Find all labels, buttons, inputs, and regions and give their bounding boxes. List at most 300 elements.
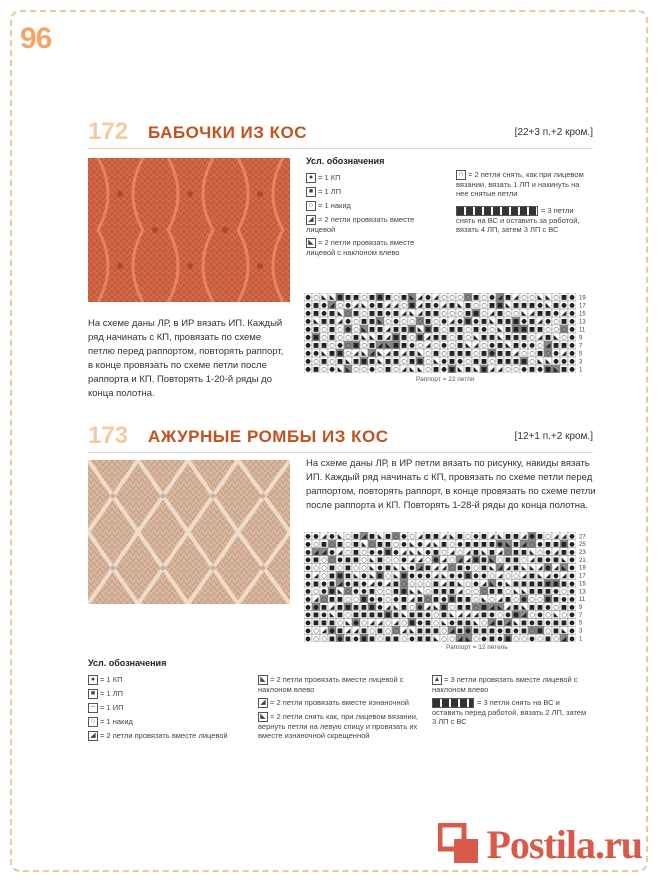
chart-symbol: ■	[320, 341, 328, 350]
chart-symbol: ■	[473, 556, 479, 564]
chart-symbol: ●	[569, 333, 575, 342]
chart-symbol: ■	[528, 317, 536, 326]
chart-symbol: ○	[409, 603, 415, 611]
chart-symbol: ■	[376, 333, 384, 342]
chart-symbol: ■	[328, 333, 336, 342]
chart-symbol: ○	[425, 595, 431, 603]
chart-symbol: ◣	[321, 349, 327, 358]
chart-symbol: ◢	[545, 341, 551, 350]
chart-symbol: ○	[505, 548, 511, 556]
chart-symbol: ■	[441, 588, 447, 596]
chart-symbol: ●	[569, 627, 575, 635]
chart-symbol: ■	[496, 317, 504, 326]
chart-symbol: ◣	[457, 580, 463, 588]
chart-symbol: ○	[321, 333, 327, 342]
ssk-icon: ◣	[258, 675, 268, 685]
chart-symbol: ■	[456, 341, 464, 350]
chart-symbol: ○	[393, 540, 399, 548]
chart-symbol: ○	[465, 325, 471, 334]
chart-symbol: ○	[321, 365, 327, 373]
chart-symbol: ◣	[497, 333, 503, 342]
chart-symbol: ◢	[345, 627, 351, 635]
chart-symbol: ◢	[457, 635, 463, 642]
chart-symbol: ○	[529, 627, 535, 635]
chart-symbol: ◢	[321, 548, 327, 556]
chart-symbol: ◣	[369, 564, 375, 572]
chart-symbol: ○	[449, 603, 455, 611]
chart-symbol: ◣	[497, 533, 503, 541]
chart-symbol: ■	[448, 325, 456, 334]
legend-edge: ● = 1 КП	[88, 675, 238, 685]
chart-symbol: ■	[408, 349, 416, 358]
chart-symbol: ◣	[481, 548, 487, 556]
chart-symbol: ◣	[505, 540, 511, 548]
chart-symbol: ○	[385, 627, 391, 635]
chart-symbol: ■	[456, 325, 464, 334]
slip-pass-icon: ∩	[456, 170, 466, 180]
chart-symbol: ■	[417, 627, 423, 635]
chart-symbol: ○	[465, 293, 471, 302]
legend-sk3tog: ▲ = 3 петли провязать вместе лицевой с наклоном влево	[432, 675, 578, 695]
chart-symbol: ◢	[553, 548, 559, 556]
chart-symbol: ○	[441, 627, 447, 635]
chart-symbol: ○	[529, 333, 535, 342]
chart-symbol: ◢	[369, 619, 375, 627]
chart-symbol: ○	[425, 556, 431, 564]
chart-symbol: ■	[385, 564, 391, 572]
chart-symbol: ■	[385, 635, 391, 642]
chart-symbol: ●	[409, 564, 415, 572]
chart-symbol: ●	[321, 588, 327, 596]
chart-symbol: ■	[561, 619, 567, 627]
chart-symbol: ■	[481, 533, 487, 541]
chart-symbol: ◢	[449, 548, 455, 556]
chart-symbol: ◢	[433, 564, 439, 572]
chart-symbol: ○	[377, 635, 383, 642]
chart-symbol: ■	[368, 325, 376, 334]
chart-symbol: ■	[512, 325, 520, 334]
chart-symbol: ○	[505, 572, 511, 580]
chart-symbol: ○	[345, 548, 351, 556]
chart-symbol: ◢	[337, 580, 343, 588]
chart-symbol: ●	[329, 627, 335, 635]
chart-symbol: ○	[345, 595, 351, 603]
chart-symbol: ●	[321, 301, 327, 310]
row-number: 19	[579, 295, 586, 302]
chart-symbol: ■	[465, 540, 471, 548]
row-number: 13	[579, 319, 586, 326]
chart-symbol: ●	[425, 293, 431, 302]
chart-symbol: ■	[433, 627, 439, 635]
chart-symbol: ◣	[393, 564, 399, 572]
chart-symbol: ◣	[465, 341, 471, 350]
chart-symbol: ■	[456, 349, 464, 358]
chart-symbol: ○	[345, 533, 351, 541]
chart-symbol: ■	[368, 309, 376, 318]
chart-symbol: ■	[528, 325, 536, 334]
chart-symbol: ●	[569, 635, 575, 642]
chart-symbol: ◢	[529, 556, 535, 564]
chart-symbol: ◣	[553, 611, 559, 619]
chart-symbol: ●	[441, 365, 447, 373]
chart-symbol: ○	[497, 611, 503, 619]
chart-symbol: ◣	[337, 365, 343, 373]
watermark	[438, 822, 642, 866]
pattern-172-legend-title: Усл. обозначения	[306, 156, 385, 166]
chart-symbol: ◢	[457, 556, 463, 564]
chart-symbol: ◢	[489, 309, 495, 318]
chart-symbol: ○	[329, 556, 335, 564]
chart-symbol: ■	[424, 325, 432, 334]
chart-symbol: ◢	[473, 611, 479, 619]
pattern-173-number: 173	[88, 422, 129, 449]
chart-symbol: ■	[449, 588, 455, 596]
chart-symbol: ◣	[361, 301, 367, 310]
chart-symbol: ○	[513, 365, 519, 373]
chart-symbol: ○	[345, 333, 351, 342]
chart-symbol: ◢	[385, 603, 391, 611]
chart-symbol: ●	[377, 580, 383, 588]
chart-symbol: ●	[305, 341, 311, 350]
chart-symbol: ○	[553, 293, 559, 302]
chart-symbol: ◢	[497, 572, 503, 580]
chart-symbol: ●	[305, 595, 311, 603]
page-number: 96	[20, 22, 52, 55]
row-number: 1	[579, 636, 583, 642]
chart-symbol: ■	[521, 619, 527, 627]
chart-symbol: ■	[545, 635, 551, 642]
chart-symbol: ○	[537, 341, 543, 350]
chart-symbol: ■	[496, 357, 504, 366]
chart-symbol: ○	[441, 349, 447, 358]
chart-symbol: ○	[361, 564, 367, 572]
chart-symbol: ●	[337, 341, 343, 350]
edge-stitch-icon: ●	[88, 675, 98, 685]
chart-symbol: ◣	[457, 301, 463, 310]
chart-symbol: ■	[457, 603, 463, 611]
chart-symbol: ◢	[425, 341, 431, 350]
chart-symbol: ◢	[425, 333, 431, 342]
chart-symbol: ◢	[457, 588, 463, 596]
chart-symbol: ■	[337, 603, 343, 611]
chart-symbol: ■	[376, 301, 384, 310]
chart-symbol: ■	[312, 341, 320, 350]
knit-stitch-icon: ■	[88, 689, 98, 699]
chart-symbol: ■	[321, 603, 327, 611]
chart-symbol: ●	[569, 556, 575, 564]
k2tog-icon: ◢	[306, 215, 316, 225]
chart-symbol: ■	[353, 540, 359, 548]
chart-symbol: ■	[512, 317, 520, 326]
pattern-173-row-numbers	[578, 532, 592, 642]
chart-symbol: ●	[401, 540, 407, 548]
chart-symbol: ○	[481, 619, 487, 627]
chart-symbol: ○	[345, 309, 351, 318]
chart-symbol: ◢	[313, 572, 319, 580]
chart-symbol: ■	[441, 540, 447, 548]
knit-stitch-icon: ■	[306, 187, 316, 197]
chart-symbol: ■	[385, 548, 391, 556]
chart-symbol: ○	[385, 595, 391, 603]
chart-symbol: ●	[537, 611, 543, 619]
chart-symbol: ○	[529, 357, 535, 366]
chart-symbol: ◣	[529, 564, 535, 572]
chart-symbol: ■	[313, 556, 319, 564]
chart-symbol: ●	[401, 533, 407, 541]
chart-symbol: ○	[313, 564, 319, 572]
chart-symbol: ■	[432, 349, 440, 358]
chart-symbol: ◢	[489, 603, 495, 611]
chart-symbol: ■	[520, 301, 528, 310]
chart-symbol: ●	[449, 572, 455, 580]
chart-symbol: ◣	[465, 635, 471, 642]
chart-symbol: ■	[329, 595, 335, 603]
chart-symbol: ■	[337, 611, 343, 619]
chart-symbol: ●	[377, 595, 383, 603]
chart-symbol: ●	[305, 556, 311, 564]
chart-symbol: ◣	[353, 572, 359, 580]
chart-symbol: ■	[520, 333, 528, 342]
chart-symbol: ■	[497, 619, 503, 627]
chart-symbol: ■	[352, 357, 360, 366]
chart-symbol: ○	[321, 635, 327, 642]
purl-stitch-icon: −	[88, 703, 98, 713]
chart-symbol: ◣	[449, 533, 455, 541]
chart-symbol: ■	[312, 301, 320, 310]
chart-symbol: ◢	[441, 580, 447, 588]
chart-symbol: ○	[345, 588, 351, 596]
chart-symbol: ◢	[377, 341, 383, 350]
chart-symbol: ◣	[409, 548, 415, 556]
chart-symbol: ●	[305, 309, 311, 318]
chart-symbol: ●	[473, 317, 479, 326]
chart-symbol: ○	[545, 533, 551, 541]
chart-symbol: ○	[329, 357, 335, 366]
chart-symbol: ●	[481, 635, 487, 642]
chart-symbol: ■	[545, 540, 551, 548]
chart-symbol: ■	[480, 349, 488, 358]
pattern-173-photo	[88, 460, 290, 604]
chart-symbol: ■	[352, 293, 360, 302]
pattern-172-chart	[304, 293, 576, 373]
chart-symbol: ●	[529, 635, 535, 642]
chart-symbol: ◢	[561, 533, 567, 541]
chart-symbol: ○	[465, 580, 471, 588]
chart-symbol: ◣	[449, 611, 455, 619]
chart-symbol: ■	[488, 333, 496, 342]
chart-symbol: ◢	[529, 309, 535, 318]
chart-symbol: ■	[417, 635, 423, 642]
chart-symbol: ◢	[353, 627, 359, 635]
chart-symbol: ◣	[505, 301, 511, 310]
chart-symbol: ◣	[545, 357, 551, 366]
chart-symbol: ■	[336, 357, 344, 366]
chart-symbol: ●	[417, 619, 423, 627]
chart-symbol: ○	[473, 564, 479, 572]
chart-symbol: ●	[569, 349, 575, 358]
chart-symbol: ○	[345, 611, 351, 619]
chart-symbol: ■	[345, 572, 351, 580]
row-number: 7	[579, 343, 583, 350]
chart-symbol: ◣	[521, 588, 527, 596]
chart-symbol: ■	[336, 349, 344, 358]
chart-symbol: ◣	[337, 309, 343, 318]
chart-symbol: ●	[417, 603, 423, 611]
chart-symbol: ■	[529, 588, 535, 596]
chart-symbol: ■	[464, 349, 472, 358]
pattern-173-legend-title: Усл. обозначения	[88, 658, 167, 668]
chart-symbol: ◣	[497, 325, 503, 334]
chart-symbol: ■	[433, 533, 439, 541]
chart-symbol: ○	[537, 595, 543, 603]
chart-symbol: ○	[393, 533, 399, 541]
chart-symbol: ○	[361, 619, 367, 627]
chart-symbol: ■	[529, 572, 535, 580]
chart-symbol: ■	[513, 556, 519, 564]
chart-symbol: ◢	[513, 293, 519, 302]
chart-symbol: ●	[537, 365, 543, 373]
chart-symbol: ●	[393, 548, 399, 556]
chart-symbol: ◢	[561, 309, 567, 318]
pattern-172-rapport-label: Раппорт = 22 петли	[416, 376, 475, 383]
chart-symbol: ◣	[489, 317, 495, 326]
chart-symbol: ■	[561, 540, 567, 548]
chart-symbol: ●	[369, 301, 375, 310]
ssk-icon: ◣	[306, 238, 316, 248]
chart-symbol: ■	[448, 349, 456, 358]
chart-symbol: ◢	[497, 365, 503, 373]
chart-symbol: ○	[441, 325, 447, 334]
chart-symbol: ■	[337, 540, 343, 548]
edge-stitch-icon: ●	[306, 173, 316, 183]
chart-symbol: ◣	[537, 293, 543, 302]
chart-symbol: ■	[544, 333, 552, 342]
chart-symbol: ■	[368, 341, 376, 350]
chart-symbol: ■	[321, 619, 327, 627]
chart-symbol: ◢	[561, 349, 567, 358]
chart-symbol: ■	[537, 627, 543, 635]
chart-symbol: ■	[520, 357, 528, 366]
chart-symbol: ○	[361, 309, 367, 318]
chart-symbol: ○	[529, 611, 535, 619]
chart-symbol: ●	[569, 603, 575, 611]
chart-symbol: ○	[361, 548, 367, 556]
chart-symbol: ■	[488, 301, 496, 310]
chart-symbol: ◣	[529, 548, 535, 556]
chart-symbol: ◣	[513, 619, 519, 627]
chart-symbol: ◢	[385, 325, 391, 334]
chart-symbol: ●	[569, 309, 575, 318]
chart-symbol: ■	[560, 365, 568, 373]
cable-icon	[432, 698, 474, 708]
chart-symbol: ◢	[337, 317, 343, 326]
chart-symbol: ■	[313, 580, 319, 588]
chart-symbol: ■	[369, 533, 375, 541]
chart-symbol: ■	[369, 588, 375, 596]
chart-symbol: ■	[513, 548, 519, 556]
chart-symbol: ◢	[385, 580, 391, 588]
chart-symbol: ◢	[449, 317, 455, 326]
chart-symbol: ■	[433, 548, 439, 556]
chart-symbol: ◣	[329, 611, 335, 619]
row-number: 3	[579, 359, 583, 366]
chart-symbol: ■	[504, 349, 512, 358]
chart-symbol: ■	[329, 588, 335, 596]
chart-symbol: ■	[400, 341, 408, 350]
legend-purl: − = 1 ИП	[88, 703, 238, 713]
row-number: 21	[579, 557, 586, 564]
chart-symbol: ◢	[353, 349, 359, 358]
pattern-173-stitch-count: [12+1 п.+2 кром.]	[514, 431, 593, 442]
chart-symbol: ◢	[401, 349, 407, 358]
chart-symbol: ■	[481, 611, 487, 619]
chart-symbol: ◢	[553, 533, 559, 541]
chart-symbol: ○	[433, 611, 439, 619]
pattern-172-description: На схеме даны ЛР, в ИР вязать ИП. Каждый ряд начинать с КП, провязать по схеме петлю перед раппортом, повторять раппорт, в конце провязать по схеме петли после раппорта и КП. Повторять 1-20-й ряды до конца полотна.	[88, 318, 284, 399]
chart-symbol: ●	[369, 595, 375, 603]
chart-symbol: ○	[425, 580, 431, 588]
chart-symbol: ●	[553, 349, 559, 358]
chart-symbol: ◣	[345, 619, 351, 627]
chart-symbol: ■	[328, 317, 336, 326]
chart-symbol: ◢	[377, 619, 383, 627]
chart-symbol: ●	[489, 341, 495, 350]
chart-symbol: ■	[553, 540, 559, 548]
chart-symbol: ■	[505, 533, 511, 541]
chart-symbol: ●	[361, 580, 367, 588]
chart-symbol: ◣	[345, 365, 351, 373]
chart-symbol: ■	[464, 365, 472, 373]
chart-symbol: ■	[400, 293, 408, 302]
chart-symbol: ◢	[329, 603, 335, 611]
chart-symbol: ■	[528, 301, 536, 310]
chart-symbol: ◢	[417, 293, 423, 302]
chart-symbol: ■	[312, 365, 320, 373]
chart-symbol: ◣	[361, 325, 367, 334]
chart-symbol: ●	[521, 365, 527, 373]
chart-symbol: ■	[537, 588, 543, 596]
chart-symbol: ◣	[313, 317, 319, 326]
chart-symbol: ■	[385, 611, 391, 619]
chart-symbol: ○	[449, 333, 455, 342]
chart-symbol: ○	[561, 325, 567, 334]
chart-symbol: ●	[505, 611, 511, 619]
chart-symbol: ○	[353, 564, 359, 572]
chart-symbol: ◣	[409, 309, 415, 318]
chart-symbol: ●	[521, 341, 527, 350]
chart-symbol: ○	[465, 357, 471, 366]
chart-symbol: ●	[353, 619, 359, 627]
chart-symbol: ■	[425, 564, 431, 572]
chart-symbol: ○	[529, 349, 535, 358]
chart-symbol: ■	[521, 580, 527, 588]
chart-symbol: ◣	[369, 572, 375, 580]
chart-symbol: ●	[345, 317, 351, 326]
chart-symbol: ■	[441, 603, 447, 611]
chart-symbol: ■	[481, 564, 487, 572]
chart-symbol: ●	[313, 603, 319, 611]
chart-symbol: ◣	[409, 627, 415, 635]
chart-symbol: ●	[545, 317, 551, 326]
chart-symbol: ■	[361, 635, 367, 642]
chart-symbol: ■	[376, 293, 384, 302]
chart-symbol: ■	[337, 627, 343, 635]
chart-symbol: ●	[465, 564, 471, 572]
chart-symbol: ■	[496, 341, 504, 350]
chart-symbol: ■	[481, 540, 487, 548]
chart-symbol: ◣	[553, 333, 559, 342]
chart-symbol: ○	[529, 595, 535, 603]
